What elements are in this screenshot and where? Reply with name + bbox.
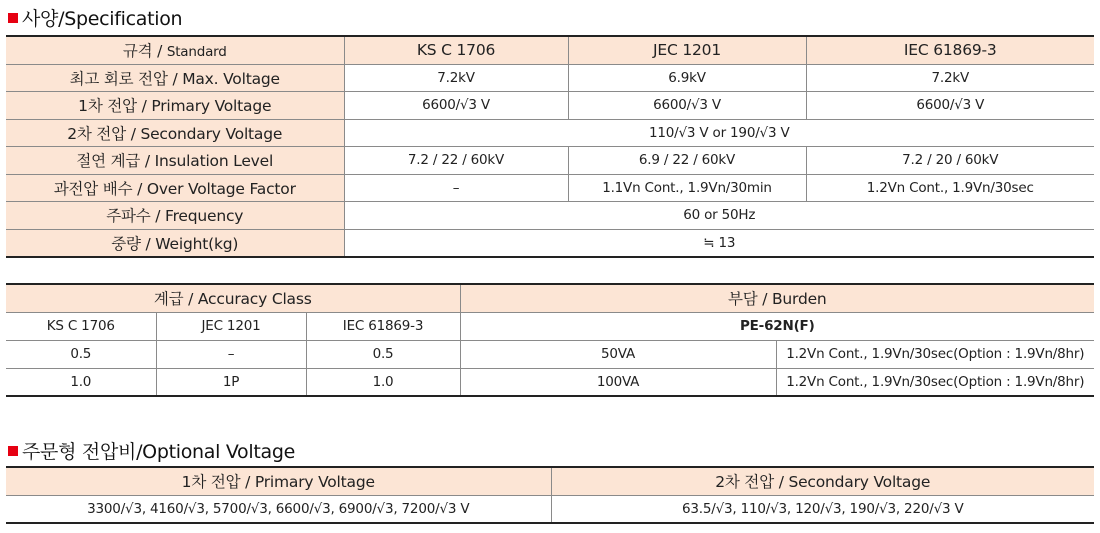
cell-burden: 100VA [460, 368, 776, 396]
cell-factor: 1.2Vn Cont., 1.9Vn/30sec(Option : 1.9Vn/8hr) [776, 340, 1094, 368]
spec-row-insulation-level [6, 147, 1094, 175]
primary-voltage-values: 3300/√3, 4160/√3, 5700/√3, 6600/√3, 6900/√3, 7200/√3 V [6, 495, 551, 523]
secondary-voltage-values: 63.5/√3, 110/√3, 120/√3, 190/√3, 220/√3 V [551, 495, 1094, 523]
cell-value: 7.2kV [806, 64, 1094, 92]
spec-row-frequency [6, 202, 1094, 230]
cell-factor: 1.2Vn Cont., 1.9Vn/30sec(Option : 1.9Vn/8hr) [776, 368, 1094, 396]
col-header-iec: IEC 61869-3 [806, 36, 1094, 64]
cell-value: 6.9kV [568, 64, 806, 92]
col-header-ks: KS C 1706 [344, 36, 568, 64]
cell-value: 7.2 / 20 / 60kV [806, 147, 1094, 175]
accuracy-burden-table [6, 283, 1094, 397]
cell-value: 1.1Vn Cont., 1.9Vn/30min [568, 174, 806, 202]
spec-section-title [8, 4, 182, 31]
table-row [6, 368, 1094, 396]
standard-header-kor: 규격 / [122, 42, 167, 61]
sub-col-jec: JEC 1201 [156, 312, 306, 340]
row-label: 과전압 배수 / Over Voltage Factor [6, 174, 344, 202]
cell-value-merged: 60 or 50Hz [344, 202, 1094, 230]
accuracy-class-header: 계급 / Accuracy Class [6, 284, 460, 312]
model-name: PE-62N(F) [460, 312, 1094, 340]
cell-iec: 0.5 [306, 340, 460, 368]
optional-voltage-table [6, 466, 1094, 524]
secondary-voltage-header: 2차 전압 / Secondary Voltage [551, 467, 1094, 495]
cell-value: 6.9 / 22 / 60kV [568, 147, 806, 175]
cell-ks: 1.0 [6, 368, 156, 396]
spec-title-text: 사양/Specification [22, 8, 183, 30]
standard-header [6, 36, 344, 64]
sub-col-ks: KS C 1706 [6, 312, 156, 340]
spec-header-row [6, 36, 1094, 64]
cell-value: 6600/√3 V [344, 92, 568, 120]
row-label: 2차 전압 / Secondary Voltage [6, 119, 344, 147]
optional-section-title [8, 437, 295, 464]
cell-value-merged: ≒ 13 [344, 229, 1094, 257]
cell-value: 7.2kV [344, 64, 568, 92]
specification-table [6, 35, 1094, 258]
cell-value: 6600/√3 V [806, 92, 1094, 120]
optional-values-row [6, 495, 1094, 523]
red-square-icon [8, 446, 18, 456]
cell-iec: 1.0 [306, 368, 460, 396]
col-header-jec: JEC 1201 [568, 36, 806, 64]
spec-row-over-voltage-factor [6, 174, 1094, 202]
cell-value: – [344, 174, 568, 202]
accuracy-header-row [6, 284, 1094, 312]
sub-col-iec: IEC 61869-3 [306, 312, 460, 340]
row-label: 최고 회로 전압 / Max. Voltage [6, 64, 344, 92]
standard-header-eng: Standard [166, 44, 227, 61]
primary-voltage-header: 1차 전압 / Primary Voltage [6, 467, 551, 495]
row-label: 1차 전압 / Primary Voltage [6, 92, 344, 120]
optional-title-text: 주문형 전압비/Optional Voltage [22, 441, 296, 463]
row-label: 중량 / Weight(kg) [6, 229, 344, 257]
table-row [6, 340, 1094, 368]
red-square-icon [8, 13, 18, 23]
row-label: 주파수 / Frequency [6, 202, 344, 230]
cell-ks: 0.5 [6, 340, 156, 368]
cell-burden: 50VA [460, 340, 776, 368]
optional-header-row [6, 467, 1094, 495]
cell-value-merged: 110/√3 V or 190/√3 V [344, 119, 1094, 147]
spec-row-primary-voltage [6, 92, 1094, 120]
row-label: 절연 계급 / Insulation Level [6, 147, 344, 175]
cell-value: 6600/√3 V [568, 92, 806, 120]
cell-value: 1.2Vn Cont., 1.9Vn/30sec [806, 174, 1094, 202]
spec-row-secondary-voltage [6, 119, 1094, 147]
spec-row-weight [6, 229, 1094, 257]
accuracy-subheader-row [6, 312, 1094, 340]
cell-jec: 1P [156, 368, 306, 396]
cell-value: 7.2 / 22 / 60kV [344, 147, 568, 175]
cell-jec: – [156, 340, 306, 368]
spec-row-max-voltage [6, 64, 1094, 92]
burden-header: 부담 / Burden [460, 284, 1094, 312]
